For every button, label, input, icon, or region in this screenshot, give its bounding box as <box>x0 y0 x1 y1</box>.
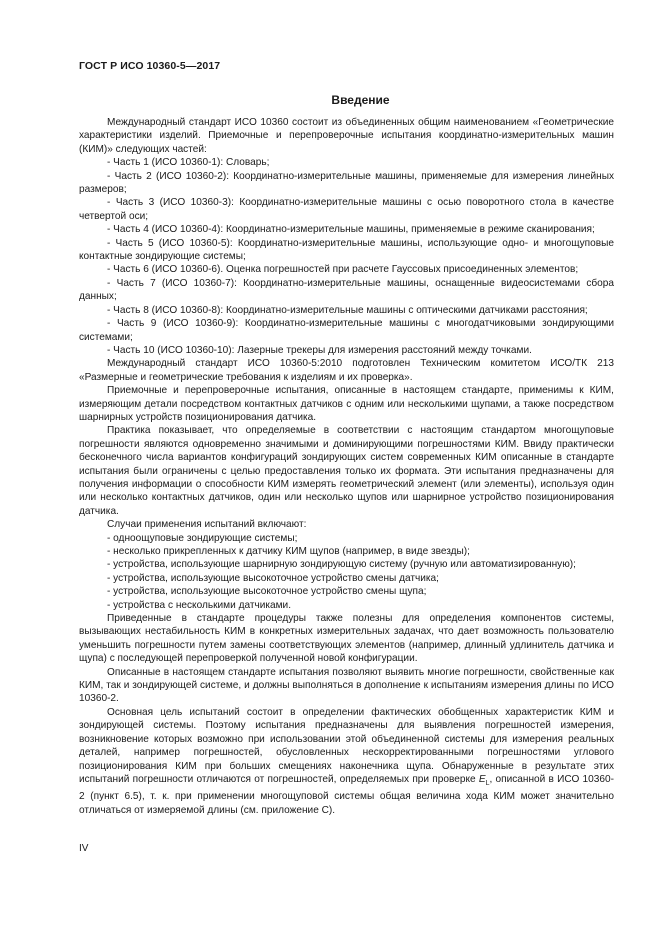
list-item: - Часть 2 (ИСО 10360-2): Координатно-измерительные машины, применяемые для измерения линейных размеров; <box>79 170 614 196</box>
list-item: - Часть 1 (ИСО 10360-1): Словарь; <box>107 157 270 169</box>
paragraph: Международный стандарт ИСО 10360 состоит из объединенных общим наименованием «Геометрические характеристики изделий. Приемочные и перепроверочные испытания координатно-измерительных машин (КИМ)» следующих частей: <box>79 117 614 155</box>
list-item: - устройства, использующие высокоточное устройство смены датчика; <box>107 572 439 584</box>
list-item: - Часть 5 (ИСО 10360-5): Координатно-измерительные машины, использующие одно- и многощуповые контактные зондирующие системы; <box>79 237 614 263</box>
list-item: - Часть 7 (ИСО 10360-7): Координатно-измерительные машины, оснащенные видеосистемами сбора данных; <box>79 277 614 303</box>
list-item: - Часть 10 (ИСО 10360-10): Лазерные трекеры для измерения расстояний между точками. <box>107 344 532 356</box>
paragraph: Приемочные и перепроверочные испытания, описанные в настоящем стандарте, применимы к КИМ, измеряющим детали посредством контактных датчиков с одним или несколькими щупами, а также посредством шарнирных устройств позиционирования датчика. <box>79 385 614 423</box>
section-title: Введение <box>331 93 390 107</box>
list-item: - Часть 4 (ИСО 10360-4): Координатно-измерительные машины, применяемые в режиме сканирования; <box>107 224 595 236</box>
paragraph: Случаи применения испытаний включают: <box>107 519 307 531</box>
page-number: IV <box>79 843 89 854</box>
list-item: - устройства, использующие высокоточное устройство смены щупа; <box>107 586 427 598</box>
paragraph: Описанные в настоящем стандарте испытания позволяют выявить многие погрешности, свойственные как КИМ, так и зондирующей системе, и должны выполняться в дополнение к испытаниям измерения длины по ИСО 10360-2. <box>79 666 614 705</box>
body-text <box>79 116 614 817</box>
paragraph: Практика показывает, что определяемые в соответствии с настоящим стандартом многощуповые погрешности являются одновременно значимыми и доминирующими погрешностями КИМ. Ввиду практически бесконечного числа вариантов конфигураций зондирующих систем современных КИМ описанные в стандарте испытания были ограничены с целью предоставления только их формата. Эти испытания предназначены для получения информации о способности КИМ измерять геометрический элемент (или элементы), используя один или несколько контактных датчиков, один или несколько щупов или шарнирное устройство позиционирования датчика. <box>79 425 614 517</box>
list-item: - устройства с несколькими датчиками. <box>107 599 291 611</box>
paragraph: Основная цель испытаний состоит в определении фактических обобщенных характеристик КИМ и зондирующей системы. Поэтому испытания предназначены для выявления погрешностей измерения, возникновение которых возможно при использовании этой объединенной системы для измерения реальных деталей, например погрешностей, обусловленных нескорректированными погрешностями углового позиционирования КИМ при больших смещениях наконечника щупа. Обнаруженные в результате этих испытаний погрешности отличаются от погрешностей, определяемых при проверке $E_L$, описанной в ИСО 10360-2 (пункт 6.5), т. к. при применении многощуповой системы общая величина хода КИМ может значительно отличаться от измеряемой длины (см. приложение С). <box>79 706 614 816</box>
document-header: ГОСТ Р ИСО 10360-5—2017 <box>79 60 221 72</box>
list-item: - Часть 8 (ИСО 10360-8): Координатно-измерительные машины с оптическими датчиками расстояния; <box>107 304 588 316</box>
list-item: - несколько прикрепленных к датчику КИМ щупов (например, в виде звезды); <box>107 546 470 557</box>
list-item: - Часть 3 (ИСО 10360-3): Координатно-измерительные машины с осью поворотного стола в качестве четвертой оси; <box>79 197 614 222</box>
list-item: - устройства, использующие шарнирную зондирующую систему (ручную или автоматизированную); <box>107 559 576 571</box>
paragraph: Международный стандарт ИСО 10360-5:2010 подготовлен Техническим комитетом ИСО/ТК 213 «Размерные и геометрические требования к изделиям и их проверка». <box>79 358 614 383</box>
list-item: - одноощуповые зондирующие системы; <box>107 532 298 544</box>
list-item: - Часть 9 (ИСО 10360-9): Координатно-измерительные машины с многодатчиковыми зондирующими системами; <box>79 318 614 343</box>
list-item: - Часть 6 (ИСО 10360-6). Оценка погрешностей при расчете Гауссовых присоединенных элементов; <box>107 264 579 276</box>
paragraph: Приведенные в стандарте процедуры также полезны для определения компонентов системы, вызывающих нестабильность КИМ в конкретных измерительных задачах, что дает возможность пользователю уменьшить погрешности путем замены соответствующих элементов (например, длинный удлинитель датчика и щупа) с последующей перепроверкой полученной новой конфигурации. <box>79 613 614 665</box>
